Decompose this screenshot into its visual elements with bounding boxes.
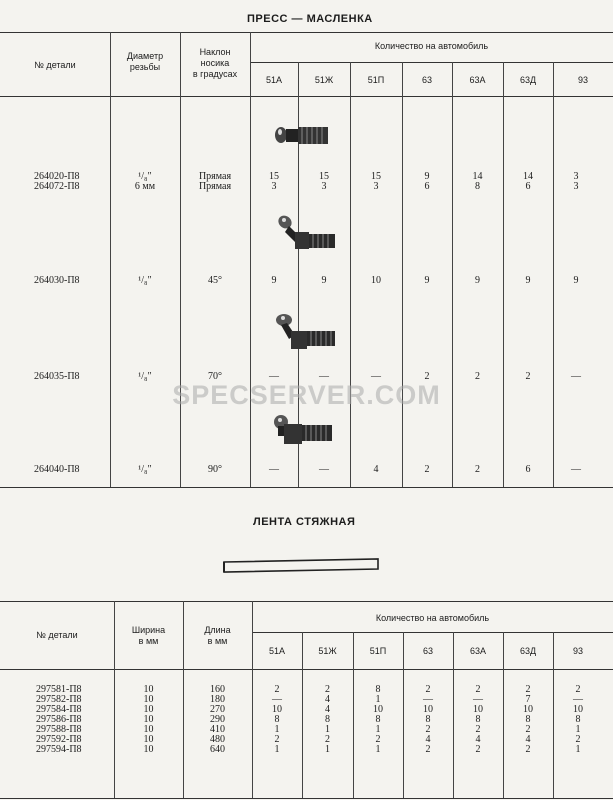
press-qty-93: 3 bbox=[573, 171, 579, 182]
press-nozzle-angle: 90° bbox=[208, 464, 222, 475]
band-qty-63: 2 bbox=[425, 684, 431, 695]
band-qty-63a: 2 bbox=[475, 744, 481, 755]
band-part-number: 297594-П8 bbox=[36, 744, 82, 755]
band-qty-51p: 8 bbox=[375, 684, 381, 695]
press-qty-93: — bbox=[571, 371, 581, 382]
band-qty-63d: 4 bbox=[525, 734, 531, 745]
band-qty-93: — bbox=[573, 694, 583, 705]
band-width: 10 bbox=[143, 744, 154, 755]
press-qty-63d: 2 bbox=[525, 371, 531, 382]
band-qty-51p: 1 bbox=[375, 694, 381, 705]
press-col-line-2 bbox=[180, 32, 181, 487]
band-part-number: 297584-П8 bbox=[36, 704, 82, 715]
straight-grease-fitting-illustration bbox=[274, 118, 334, 150]
press-qty-51zh: — bbox=[319, 371, 329, 382]
band-width: 10 bbox=[143, 714, 154, 725]
press-qty-51zh: 15 bbox=[319, 171, 329, 182]
band-qty-63: 2 bbox=[425, 744, 431, 755]
angled-70-grease-fitting-illustration bbox=[273, 311, 339, 353]
band-length: 480 bbox=[210, 734, 225, 745]
band-header-width: Ширина в мм bbox=[131, 625, 166, 646]
press-qty-63a: 14 bbox=[472, 171, 483, 182]
band-qty-93: 1 bbox=[575, 724, 581, 735]
press-qty-51zh: — bbox=[319, 464, 329, 475]
band-length: 640 bbox=[210, 744, 225, 755]
band-length: 290 bbox=[210, 714, 225, 725]
band-qty-51p: 2 bbox=[375, 734, 381, 745]
press-qty-51a: — bbox=[269, 371, 279, 382]
press-qty-63a: 9 bbox=[475, 275, 480, 286]
band-part-number: 297592-П8 bbox=[36, 734, 82, 745]
press-header-thread: Диаметр резьбы bbox=[126, 51, 164, 72]
press-header-quantity: Количество на автомобиль bbox=[374, 41, 489, 51]
press-header-angle: Наклон носика в градусах bbox=[192, 47, 238, 79]
band-qty-51p: 10 bbox=[373, 704, 383, 715]
press-model-63a: 63А bbox=[469, 75, 486, 85]
band-qty-51a: 1 bbox=[274, 724, 280, 735]
band-qty-93: 2 bbox=[575, 734, 581, 745]
band-qty-63d: 10 bbox=[523, 704, 533, 715]
press-qty-51a: 9 bbox=[271, 275, 277, 286]
press-header-part: № детали bbox=[34, 60, 76, 70]
press-qty-63: 2 bbox=[424, 464, 430, 475]
press-col-line-1 bbox=[110, 32, 111, 487]
press-qty-51a: 15 bbox=[269, 171, 279, 182]
press-part-number: 264035-П8 bbox=[34, 371, 80, 382]
press-qty-63d: 9 bbox=[525, 275, 531, 286]
press-model-51zh: 51Ж bbox=[314, 75, 334, 85]
press-col-line-3 bbox=[250, 32, 251, 487]
band-qty-header-divider bbox=[252, 632, 613, 633]
band-qty-51a: 10 bbox=[272, 704, 282, 715]
band-qty-51zh: 1 bbox=[325, 744, 330, 755]
band-qty-63d: 2 bbox=[525, 684, 531, 695]
band-qty-63: 4 bbox=[425, 734, 431, 745]
band-qty-63a: 8 bbox=[475, 714, 481, 725]
band-qty-63d: 8 bbox=[525, 714, 531, 725]
band-model-63a: 63А bbox=[469, 646, 486, 656]
press-model-63d: 63Д bbox=[519, 75, 537, 85]
press-qty-51p: 15 bbox=[371, 171, 381, 182]
band-qty-63a: 2 bbox=[475, 724, 481, 735]
band-qty-93: 2 bbox=[575, 684, 581, 695]
band-width: 10 bbox=[143, 734, 154, 745]
band-width: 10 bbox=[143, 694, 154, 705]
press-qty-51p: — bbox=[371, 371, 381, 382]
band-qty-93: 8 bbox=[575, 714, 581, 725]
band-model-93: 93 bbox=[572, 646, 583, 656]
press-section-title: ПРЕСС — МАСЛЕНКА bbox=[247, 13, 373, 25]
band-width: 10 bbox=[143, 724, 154, 735]
band-header-part: № детали bbox=[36, 630, 78, 640]
press-qty-51zh: 9 bbox=[321, 275, 327, 286]
press-thread-diameter: ¹/₈″ bbox=[138, 371, 152, 382]
band-qty-51zh: 4 bbox=[325, 694, 330, 705]
press-qty-63d: 6 bbox=[525, 181, 531, 192]
press-part-number: 264040-П8 bbox=[34, 464, 80, 475]
press-qty-63a: 8 bbox=[475, 181, 480, 192]
band-model-63: 63 bbox=[422, 646, 433, 656]
band-header-length: Длина в мм bbox=[204, 625, 231, 646]
press-qty-63: 2 bbox=[424, 371, 430, 382]
press-thread-diameter: 6 мм bbox=[134, 181, 156, 192]
band-qty-51a: 8 bbox=[274, 714, 280, 725]
press-model-51a: 51А bbox=[265, 75, 282, 85]
band-model-63d: 63Д bbox=[519, 646, 537, 656]
press-qty-header-divider bbox=[250, 62, 613, 63]
press-thread-diameter: ¹/₈″ bbox=[138, 464, 152, 475]
band-qty-51zh: 2 bbox=[325, 684, 330, 695]
band-qty-63d: 2 bbox=[525, 744, 531, 755]
press-qty-93: 3 bbox=[573, 181, 579, 192]
press-table-top-border bbox=[0, 32, 613, 33]
band-header-bottom-border bbox=[0, 669, 613, 670]
band-qty-63: — bbox=[423, 694, 433, 705]
press-header-bottom-border bbox=[0, 96, 613, 97]
press-nozzle-angle: Прямая bbox=[198, 171, 232, 182]
band-qty-51a: 1 bbox=[274, 744, 280, 755]
band-qty-51a: 2 bbox=[274, 734, 280, 745]
band-qty-63: 8 bbox=[425, 714, 431, 725]
band-length: 180 bbox=[210, 694, 225, 705]
press-nozzle-angle: 45° bbox=[208, 275, 222, 286]
band-qty-63a: 4 bbox=[475, 734, 481, 745]
press-part-number: 264030-П8 bbox=[34, 275, 80, 286]
band-section-title: ЛЕНТА СТЯЖНАЯ bbox=[253, 516, 356, 528]
angled-45-grease-fitting-illustration bbox=[273, 212, 339, 252]
press-part-number: 264072-П8 bbox=[34, 181, 80, 192]
press-qty-51p: 3 bbox=[373, 181, 379, 192]
band-qty-51zh: 1 bbox=[325, 724, 330, 735]
press-thread-diameter: ¹/₈″ bbox=[138, 171, 152, 182]
band-model-51zh: 51Ж bbox=[318, 646, 337, 656]
press-qty-51zh: 3 bbox=[321, 181, 327, 192]
band-part-number: 297586-П8 bbox=[36, 714, 82, 725]
band-part-number: 297582-П8 bbox=[36, 694, 82, 705]
band-table-bottom-border bbox=[0, 798, 613, 799]
band-qty-63d: 7 bbox=[525, 694, 531, 705]
band-width: 10 bbox=[143, 704, 154, 715]
band-qty-51a: — bbox=[272, 694, 282, 705]
band-part-number: 297581-П8 bbox=[36, 684, 82, 695]
press-qty-93: 9 bbox=[573, 275, 579, 286]
band-qty-63a: — bbox=[473, 694, 483, 705]
press-qty-63d: 14 bbox=[523, 171, 533, 182]
press-part-number: 264020-П8 bbox=[34, 171, 80, 182]
press-model-63: 63 bbox=[421, 75, 432, 85]
band-qty-93: 10 bbox=[573, 704, 583, 715]
press-nozzle-angle: 70° bbox=[208, 371, 222, 382]
band-model-51p: 51П bbox=[369, 646, 387, 656]
band-qty-63: 10 bbox=[423, 704, 433, 715]
press-qty-51a: — bbox=[269, 464, 279, 475]
press-thread-diameter: ¹/₈″ bbox=[138, 275, 152, 286]
press-qty-63a: 2 bbox=[475, 464, 480, 475]
press-nozzle-angle: Прямая bbox=[198, 181, 232, 192]
band-length: 160 bbox=[210, 684, 225, 695]
band-qty-51zh: 8 bbox=[325, 714, 330, 725]
press-qty-63: 6 bbox=[424, 181, 430, 192]
band-length: 270 bbox=[210, 704, 225, 715]
band-qty-51zh: 4 bbox=[325, 704, 330, 715]
band-qty-63a: 10 bbox=[473, 704, 483, 715]
band-length: 410 bbox=[210, 724, 225, 735]
band-qty-51p: 1 bbox=[375, 744, 381, 755]
band-qty-63a: 2 bbox=[475, 684, 481, 695]
band-qty-51p: 8 bbox=[375, 714, 381, 725]
band-part-number: 297588-П8 bbox=[36, 724, 82, 735]
band-qty-51zh: 2 bbox=[325, 734, 330, 745]
band-header-quantity: Количество на автомобиль bbox=[375, 613, 490, 623]
band-qty-93: 1 bbox=[575, 744, 581, 755]
press-model-51p: 51П bbox=[367, 75, 385, 85]
band-table-top-border bbox=[0, 601, 613, 602]
band-qty-51a: 2 bbox=[274, 684, 280, 695]
press-table-bottom-border bbox=[0, 487, 613, 488]
press-qty-51p: 4 bbox=[373, 464, 379, 475]
band-width: 10 bbox=[143, 684, 154, 695]
press-qty-63: 9 bbox=[424, 275, 430, 286]
press-qty-63d: 6 bbox=[525, 464, 531, 475]
angled-90-grease-fitting-illustration bbox=[272, 412, 336, 448]
press-qty-93: — bbox=[571, 464, 581, 475]
band-qty-63: 2 bbox=[425, 724, 431, 735]
band-model-51a: 51А bbox=[268, 646, 285, 656]
press-model-93: 93 bbox=[577, 75, 588, 85]
press-qty-51a: 3 bbox=[271, 181, 277, 192]
band-qty-51p: 1 bbox=[375, 724, 381, 735]
band-qty-63d: 2 bbox=[525, 724, 531, 735]
watermark: SPECSERVER.COM bbox=[172, 380, 441, 410]
press-qty-63a: 2 bbox=[475, 371, 480, 382]
clamp-band-illustration bbox=[222, 556, 380, 574]
press-qty-63: 9 bbox=[424, 171, 430, 182]
press-qty-51p: 10 bbox=[371, 275, 381, 286]
